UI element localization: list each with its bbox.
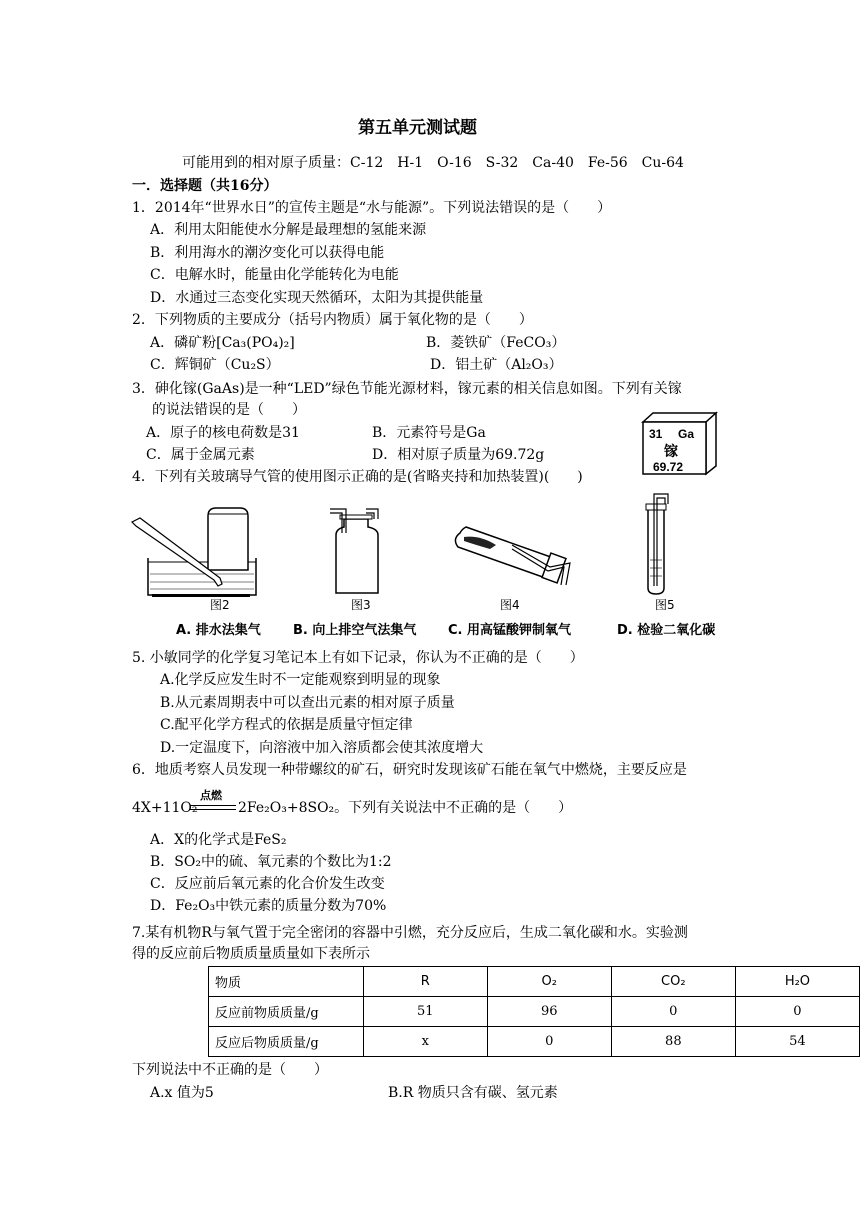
q4-option-d: D. 检验二氧化碳	[617, 623, 716, 638]
q3-option-a: A．原子的核电荷数是31	[146, 425, 300, 441]
q3-option-b: B．元素符号是Ga	[372, 425, 486, 441]
table-cell: 54	[735, 1027, 859, 1057]
q2-option-c: C．辉铜矿（Cu₂S）	[150, 357, 280, 373]
table-cell: 96	[487, 997, 611, 1027]
section-heading: 一．选择题（共16分）	[132, 178, 278, 194]
q7-prompt: 下列说法中不正确的是（ ）	[132, 1062, 328, 1078]
figure-3-air-displacement	[322, 505, 392, 597]
q1-option-c: C．电解水时，能量由化学能转化为电能	[150, 267, 399, 283]
table-cell: 0	[735, 997, 859, 1027]
q1-option-b: B．利用海水的潮汐变化可以获得电能	[150, 245, 385, 261]
q4-option-c: C. 用高锰酸钾制氧气	[448, 623, 572, 638]
q5-option-c: C.配平化学方程式的依据是质量守恒定律	[160, 717, 413, 733]
q2-option-b: B．菱铁矿（FeCO₃）	[426, 335, 566, 351]
figure-4-heating-tube	[450, 515, 580, 587]
table-cell: x	[363, 1027, 487, 1057]
q4-stem: 4．下列有关玻璃导气管的使用图示正确的是(省略夹持和加热装置)( )	[132, 469, 583, 485]
figure-2-water-displacement	[128, 500, 268, 600]
tile-symbol: Ga	[678, 427, 695, 441]
table-cell: 反应前物质质量/g	[209, 997, 364, 1027]
mass-table	[208, 966, 860, 1057]
page-title: 第五单元测试题	[358, 118, 477, 138]
q6-option-d: D．Fe₂O₃中铁元素的质量分数为70%	[150, 898, 387, 914]
q6-equation-left: 4X+11O₂	[132, 800, 198, 816]
table-header-cell: R	[363, 967, 487, 997]
table-header-cell: CO₂	[611, 967, 735, 997]
q6-equation-right: 2Fe₂O₃+8SO₂。下列有关说法中不正确的是（ ）	[238, 800, 573, 816]
table-cell: 88	[611, 1027, 735, 1057]
q7-stem-line2: 得的反应前后物质质量质量如下表所示	[132, 946, 370, 962]
q2-option-a: A．磷矿粉[Ca₃(PO₄)₂]	[150, 335, 295, 351]
table-cell: 0	[487, 1027, 611, 1057]
tile-mass: 69.72	[653, 460, 684, 474]
q1-option-d: D．水通过三态变化实现天然循环，太阳为其提供能量	[150, 290, 484, 306]
table-header-cell: H₂O	[735, 967, 859, 997]
q5-stem: 5. 小敏同学的化学复习笔记本上有如下记录，你认为不正确的是（ ）	[132, 650, 584, 666]
figure-3-caption: 图3	[351, 598, 371, 612]
q6-option-a: A．X的化学式是FeS₂	[150, 832, 287, 848]
table-row	[209, 1027, 860, 1057]
table-cell: 51	[363, 997, 487, 1027]
equation-equals-sign	[190, 805, 236, 810]
q6-option-b: B．SO₂中的硫、氧元素的个数比为1:2	[150, 854, 392, 870]
figure-5-caption: 图5	[655, 598, 675, 612]
q5-option-a: A.化学反应发生时不一定能观察到明显的现象	[160, 672, 441, 688]
q4-option-b: B. 向上排空气法集气	[293, 623, 417, 638]
q7-option-b: B.R 物质只含有碳、氢元素	[388, 1085, 558, 1101]
q1-option-a: A．利用太阳能使水分解是最理想的氢能来源	[150, 222, 427, 238]
q3-stem-line2: 的说法错误的是（ ）	[152, 402, 306, 418]
table-cell: 0	[611, 997, 735, 1027]
gallium-element-tile	[640, 410, 718, 476]
q3-stem-line1: 3．砷化镓(GaAs)是一种“LED”绿色节能光源材料，镓元素的相关信息如图。下列有关镓	[132, 381, 682, 397]
atomic-masses: 可能用到的相对原子质量：C-12 H-1 O-16 S-32 Ca-40 Fe-56 Cu-64	[182, 155, 684, 171]
table-header-cell: O₂	[487, 967, 611, 997]
figure-5-test-tube	[634, 490, 684, 596]
q6-option-c: C．反应前后氧元素的化合价发生改变	[150, 876, 385, 892]
q1-stem: 1．2014年“世界水日”的宣传主题是“水与能源”。下列说法错误的是（ ）	[132, 200, 612, 216]
q6-stem-line1: 6．地质考察人员发现一种带螺纹的矿石，研究时发现该矿石能在氧气中燃烧，主要反应是	[132, 762, 687, 778]
table-header-cell: 物质	[209, 967, 364, 997]
q7-stem-line1: 7.某有机物R与氧气置于完全密闭的容器中引燃，充分反应后，生成二氧化碳和水。实验测	[132, 925, 688, 941]
tile-name: 镓	[664, 444, 678, 460]
q4-option-a: A. 排水法集气	[176, 623, 261, 638]
q7-option-a: A.x 值为5	[150, 1085, 214, 1101]
q3-option-d: D．相对原子质量为69.72g	[372, 447, 545, 463]
figure-2-caption: 图2	[210, 598, 230, 612]
figure-4-caption: 图4	[500, 598, 520, 612]
q6-equation-condition: 点燃	[200, 789, 222, 802]
q3-option-c: C．属于金属元素	[146, 447, 255, 463]
tile-atomic-number: 31	[649, 427, 663, 441]
q2-stem: 2．下列物质的主要成分（括号内物质）属于氧化物的是（ ）	[132, 312, 533, 328]
q5-option-b: B.从元素周期表中可以查出元素的相对原子质量	[160, 695, 455, 711]
q5-option-d: D.一定温度下，向溶液中加入溶质都会使其浓度增大	[160, 740, 484, 756]
table-header-row	[209, 967, 860, 997]
q2-option-d: D．铝土矿（Al₂O₃）	[430, 357, 563, 373]
table-row	[209, 997, 860, 1027]
table-cell: 反应后物质质量/g	[209, 1027, 364, 1057]
